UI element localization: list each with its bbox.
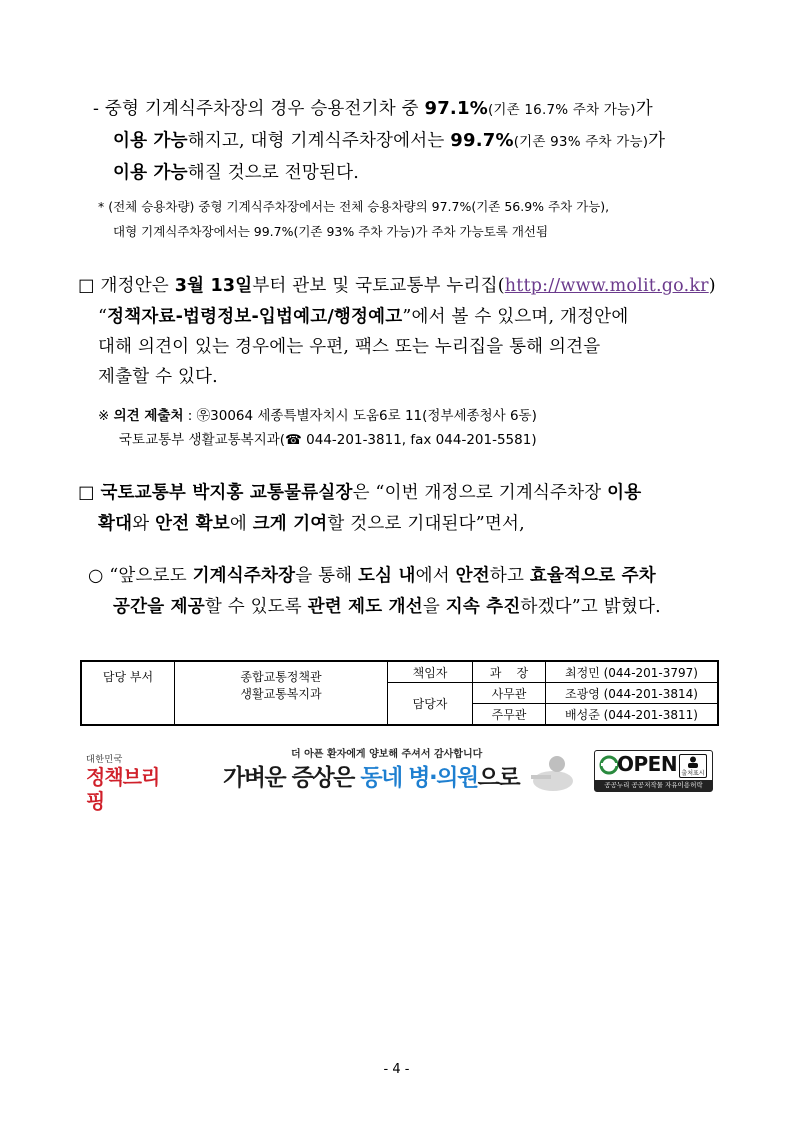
p4-line2 [113, 593, 661, 618]
logo-top-text: 대한민국 [86, 755, 123, 765]
highlight: 이용 가능 [113, 131, 188, 151]
p2-line2 [98, 303, 628, 328]
p2-line1 [78, 272, 716, 297]
text: 을 통해 [295, 566, 359, 586]
text: 하고 [489, 566, 530, 586]
highlight: 정책자료-법령정보-입법예고/행정예고 [107, 307, 403, 327]
note2-line2: 국토교통부 생활교통복지과(☎ 044-201-3811, fax 044-201-5581) [119, 432, 537, 448]
note2-line1 [98, 404, 537, 424]
open-text: OPEN [617, 752, 678, 776]
highlight: 도심 내 [358, 566, 416, 586]
highlight: 효율적으로 주차 [529, 566, 656, 586]
text: 할 수 있도록 [204, 597, 308, 617]
highlight: 관련 제도 개선 [307, 597, 423, 617]
highlight: 97.1% [424, 98, 488, 119]
table-row [81, 661, 718, 683]
text: 은 “이번 개정으로 기계식주차장 [352, 483, 608, 503]
highlight: 이용 가능 [113, 163, 188, 183]
text: □ 개정안은 [78, 276, 175, 296]
p4-line1 [88, 562, 656, 587]
text: ”에서 볼 수 있으며, 개정안에 [402, 307, 629, 327]
p2-line4: 제출할 수 있다. [98, 367, 218, 387]
highlight: 이용 [607, 483, 642, 503]
note1-line1: * (전체 승용차량) 중형 기계식주차장에서는 전체 승용차량의 97.7%(기존 56.9% 주차 가능), [98, 199, 610, 214]
page-number: - 4 - [383, 1062, 410, 1077]
row-name: 배성준 (044-201-3811) [546, 704, 719, 726]
clinic-ad-banner[interactable] [213, 745, 573, 795]
ad-part: 가벼운 증상은 [223, 765, 361, 791]
text: 을 [422, 597, 446, 617]
policy-briefing-logo [86, 752, 170, 813]
dept2: 생활교통복지과 [240, 687, 322, 701]
text: : ㉾30064 세종특별자치시 도움6로 11(정부세종청사 6동) [183, 408, 537, 424]
text: 에 [229, 514, 253, 534]
text: 부터 관보 및 국토교통부 누리집( [252, 276, 505, 296]
highlight: 크게 기여 [252, 514, 328, 534]
highlight: 공간을 제공 [113, 597, 205, 617]
paren-note: (기존 93% 주차 가능) [513, 134, 649, 150]
p1-line1 [93, 95, 653, 120]
note1-line2: 대형 기계식주차장에서는 99.7%(기존 93% 주차 가능)가 주차 가능토록 개선됨 [113, 224, 549, 239]
highlight: 안전 [455, 566, 490, 586]
highlight: 의견 제출처 [113, 408, 184, 424]
text: 해지고, 대형 기계식주차장에서는 [187, 131, 451, 151]
p1-line2 [113, 127, 665, 152]
person-icon [687, 756, 699, 768]
staff-label-cell: 담당자 [388, 683, 473, 726]
row-name: 조광영 (044-201-3814) [546, 683, 719, 704]
highlight: 안전 확보 [155, 514, 230, 534]
ad-main-text [223, 759, 519, 792]
p2-line3: 대해 의견이 있는 경우에는 우편, 팩스 또는 누리집을 통해 의견을 [98, 337, 601, 357]
text: “ [98, 307, 108, 327]
text: 와 [132, 514, 156, 534]
text: 해질 것으로 전망된다. [187, 163, 359, 183]
row-name: 최정민 (044-201-3797) [546, 661, 719, 683]
kogl-open-badge [594, 750, 713, 792]
text: 에서 [415, 566, 456, 586]
text: 하겠다”고 밝혔다. [520, 597, 661, 617]
highlight: 99.7% [450, 130, 514, 151]
contact-table [80, 660, 719, 726]
attribution-text: 출처표시 [681, 770, 705, 777]
paren-note: (기존 16.7% 주차 가능) [487, 102, 636, 118]
open-sub-text: 공공누리 공공저작물 자유이용허락 [595, 780, 712, 791]
doctor-illustration-icon [525, 751, 573, 793]
text: 가 [648, 131, 666, 151]
highlight: 지속 추진 [445, 597, 521, 617]
highlight: 기계식주차장 [192, 566, 296, 586]
p3-line2 [98, 510, 525, 535]
text: □ [78, 483, 101, 503]
highlight: 3월 13일 [174, 276, 253, 296]
dept-cell [175, 661, 388, 725]
ad-top-text: 더 아픈 환자에게 양보해 주셔서 감사합니다 [291, 749, 483, 760]
row-title: 사무관 [473, 683, 546, 704]
text: - 중형 기계식주차장의 경우 승용전기차 중 [93, 99, 425, 119]
resp-label-cell: 책임자 [388, 661, 473, 683]
text: ※ [98, 408, 114, 424]
p3-line1 [78, 479, 641, 504]
text: 할 것으로 기대된다”면서, [327, 514, 525, 534]
ad-part: 으로 [477, 765, 520, 791]
text: ○ “앞으로도 [88, 566, 193, 586]
molit-link[interactable]: http://www.molit.go.kr [504, 276, 709, 296]
attribution-badge [679, 754, 707, 778]
highlight: 확대 [98, 514, 133, 534]
text: 가 [635, 99, 653, 119]
logo-main-text: 정책브리핑 [86, 765, 160, 813]
ad-part: 동네 병·의원 [360, 765, 478, 791]
p1-line3 [113, 159, 359, 184]
dept1: 종합교통정책관 [240, 670, 322, 684]
highlight: 국토교통부 박지홍 교통물류실장 [100, 483, 353, 503]
row-title: 주무관 [473, 704, 546, 726]
dept-label-cell: 담당 부서 [81, 661, 175, 725]
row-title: 과 장 [473, 661, 546, 683]
text: ) [708, 276, 716, 296]
open-circle-icon [599, 755, 619, 775]
